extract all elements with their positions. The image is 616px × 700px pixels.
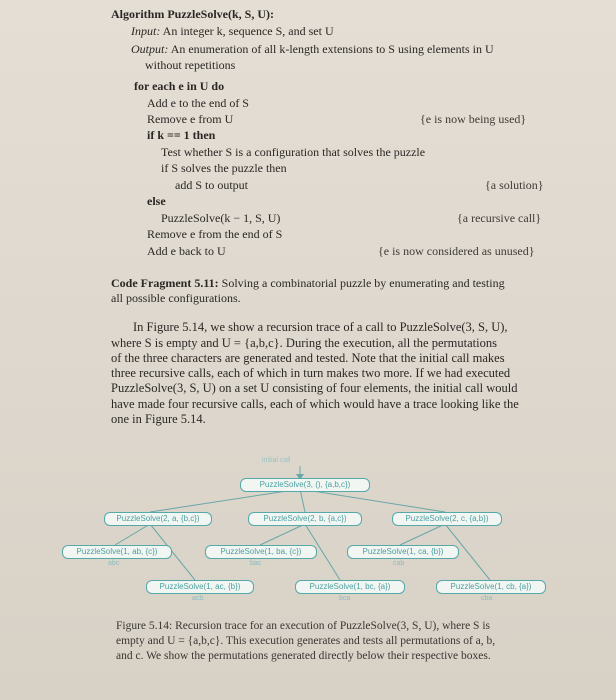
- paragraph-line: one in Figure 5.14.: [111, 412, 206, 426]
- edge: [300, 489, 445, 512]
- trace-node-level1: PuzzleSolve(2, c, {a,b}): [392, 512, 502, 526]
- trace-node-level3: PuzzleSolve(1, bc, {a}): [295, 580, 405, 594]
- paragraph-line: have made four recursive calls, each of which would have a trace looking like the: [111, 397, 519, 411]
- code-caption-label: Code Fragment 5.11:: [111, 276, 219, 290]
- alg-line-add: Add e to the end of S: [147, 96, 249, 110]
- initial-call-label: initial call: [262, 457, 291, 464]
- paragraph-line: three recursive calls, each of which in turn makes two more. If we had executed: [111, 366, 511, 380]
- input-text: An integer k, sequence S, and set U: [162, 24, 334, 38]
- trace-node-level1: PuzzleSolve(2, a, {b,c}): [104, 512, 212, 526]
- trace-node-level2: PuzzleSolve(1, ba, {c}): [205, 545, 317, 559]
- permutation-label: acb: [192, 595, 204, 602]
- permutation-label: bca: [339, 595, 351, 602]
- figure-caption-text: Recursion trace for an execution of PuzzleSolve(3, S, U), where S is: [175, 620, 490, 632]
- trace-node-level3: PuzzleSolve(1, cb, {a}): [436, 580, 546, 594]
- alg-comment-solution: {a solution}: [485, 178, 544, 192]
- edge: [300, 489, 305, 512]
- trace-node-level3: PuzzleSolve(1, ac, {b}): [146, 580, 254, 594]
- trace-node-root: PuzzleSolve(3, (), {a,b,c}): [240, 478, 370, 492]
- figure-caption-line-2: empty and U = {a,b,c}. This execution generates and tests all permutations of a, b,: [116, 635, 496, 647]
- alg-line-remove: Remove e from U: [147, 112, 234, 126]
- alg-comment-recursive: {a recursive call}: [457, 211, 542, 225]
- alg-line-for: for each e in U do: [134, 79, 225, 93]
- paragraph-line: where S is empty and U = {a,b,c}. During the execution, all the permutations: [111, 336, 497, 350]
- edge: [150, 489, 300, 512]
- paragraph-line: of the three characters are generated and tested. Note that the initial call makes: [111, 351, 505, 365]
- alg-line-add-back: Add e back to U: [147, 244, 226, 258]
- algorithm-signature: PuzzleSolve(k, S, U):: [167, 7, 274, 21]
- alg-line-add-output: add S to output: [175, 178, 249, 192]
- figure-caption-label: Figure 5.14:: [116, 620, 173, 632]
- permutation-label: cba: [481, 595, 493, 602]
- trace-node-level2: PuzzleSolve(1, ca, {b}): [347, 545, 459, 559]
- output-text: An enumeration of all k-length extensions to S using elements in U: [170, 42, 494, 56]
- permutation-label: abc: [108, 560, 120, 567]
- alg-comment-used: {e is now being used}: [420, 112, 527, 126]
- alg-line-test: Test whether S is a configuration that solves the puzzle: [161, 145, 426, 159]
- output-text-cont: without repetitions: [145, 58, 236, 72]
- alg-line-else: else: [147, 194, 166, 208]
- edge: [260, 524, 305, 545]
- paragraph-line: PuzzleSolve(3, S, U) on a set U consisting of four elements, the initial call would: [111, 381, 518, 395]
- alg-line-if-solves: if S solves the puzzle then: [161, 161, 287, 175]
- trace-node-level2: PuzzleSolve(1, ab, {c}): [62, 545, 172, 559]
- paragraph-line: In Figure 5.14, we show a recursion trace of a call to PuzzleSolve(3, S, U),: [133, 320, 508, 334]
- input-label: Input:: [131, 24, 161, 38]
- output-label: Output:: [131, 42, 169, 56]
- figure-caption-line-1: [116, 619, 490, 634]
- algorithm-keyword: Algorithm: [111, 7, 165, 21]
- edge: [115, 524, 150, 545]
- alg-line-remove-end: Remove e from the end of S: [147, 227, 283, 241]
- alg-line-recursive-call: PuzzleSolve(k − 1, S, U): [161, 211, 281, 225]
- permutation-label: bac: [250, 560, 262, 567]
- edge: [400, 524, 445, 545]
- permutation-label: cab: [393, 560, 405, 567]
- figure-caption-line-3: and c. We show the permutations generated directly below their respective boxes.: [116, 650, 491, 662]
- code-caption-text: Solving a combinatorial puzzle by enumerating and testing: [221, 276, 505, 290]
- alg-comment-unused: {e is now considered as unused}: [378, 244, 535, 258]
- trace-node-level1: PuzzleSolve(2, b, {a,c}): [248, 512, 362, 526]
- code-caption-text-cont: all possible configurations.: [111, 291, 241, 305]
- alg-line-if: if k == 1 then: [147, 128, 216, 142]
